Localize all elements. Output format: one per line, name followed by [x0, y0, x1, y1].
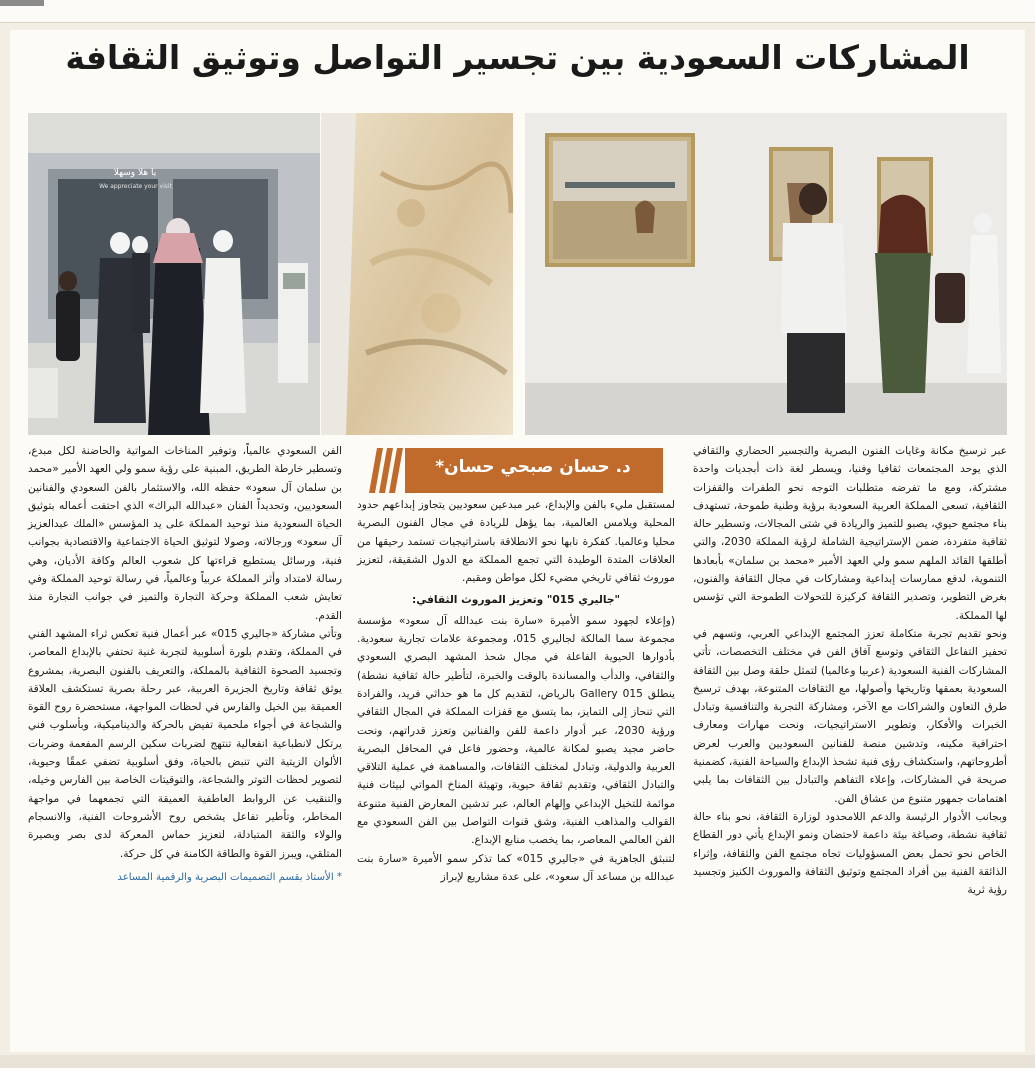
article-headline: المشاركات السعودية بين تجسير التواصل وتوثيق الثقافة: [65, 38, 970, 77]
paragraph: (وإعلاء لجهود سمو الأميرة «سارة بنت عبدالله آل سعود» مؤسسة مجموعة سما المالكة لجاليري 015، ومجموعة علامات تجارية سعودية. بأدوارها الحيوية الفاعلة في مجال شحذ المشهد البصري السعودي والثقافي، والدأب والمساندة بالوقت والخبرة، لتأطير حالة ثقافية نشطة) ينطلق Gallery 015 بالرياض، لتقديم كل ما هو حداثي فريد، والفرادة التي تنحاز إلى التمايز، بما يتسق مع قفزات المملكة في المجال الثقافي ورؤية 2030، عبر أدوار داعمة للفن والفنانين وتعزز قدراتهم، ونحت حاضر مجيد يصبو لمكانة عالمية، وحضور فاعل في المحافل البصرية العربية والدولية، وتبادل لمختلف الثقافات، والمساهمة في عملية التلاقي والتبادل الثقافي، وتقديم ثقافة حيوية، وتهيئة المناخ المواتي لبيئات فنية موائمة للتخيل الإبداعي وإلهام العالم، عبر تدشين المعارض الفنية متنوعة القوالب والمذاهب الفنية، وشق قنوات التواصل بين الفن السعودي مع الفن العالمي المعاصر، بما يخصب منابع الإبداع.: [357, 614, 675, 847]
column-right: [693, 442, 1007, 899]
author-signature: * الأستاذ بقسم التصميمات البصرية والرقمية المساعد: [117, 871, 342, 883]
paragraph: الفن السعودي عالمياً، وتوفير المناخات المواتية والحاضنة لكل مبدع، وتسطير خارطة الطريق، المبنية على رؤية سمو ولي العهد الأمير «محمد بن سلمان آل سعود» حفظه الله، والاستثمار بالفن السعودي والفنانين السعوديين، وتحديداً الفنان «عبدالله البراك» الذي احتفت أعماله بتوثيق الحياة السعودية منذ توحيد المملكة على يد المؤسس «الملك عبدالعزيز آل سعود» ورجالاته، وصولا لتوثيق الحياة الاجتماعية والاقتصادية بجوانب فنية، ورسائل يستطيع قراءتها كل شعوب العالم وكافة الأديان، وهي رسالة لامتداد وأثر المملكة عربياً وعالمياً، في رسالة توحيد المملكة وفي تعايش شعب المملكة وحركة التجارة والتميز في جوانب التجارة منذ القدم.: [28, 445, 342, 622]
painting-closeup-photo: [321, 113, 513, 435]
paragraph: وبجانب الأدوار الرئيسة والدعم اللامحدود لوزارة الثقافة، نحو بناء حالة ثقافية نشطة، وصياغة بيئة داعمة لاحتضان ونمو الإبداع يأتي دور القطاع الخاص نحو تحمل بعض المسؤوليات تجاه مجتمع الفن والثقافة، وإثراء الذائقة الفنية بين أفراد المجتمع وتوثيق الثقافة والموروث الكنيز وتجسيد رؤية ثرية: [693, 810, 1007, 897]
paragraph: لمستقبل مليء بالفن والإبداع، عبر مبدعين سعوديين يتجاوز إبداعهم حدود المحلية ويلامس العالمية، بما يؤهل للريادة في مجال الفنون البصرية محليا وعالميا. كفكرة نابها نحو الانطلاقة باستراتيجيات تستمد رحيقها من العلاقات المتدة الوطيدة التي تجمع المملكة مع الدول الشقيقة، لتعزيز موروث ثقافي تاريخي مضيء لكل مواطن ومقيم.: [357, 499, 675, 585]
column-left: [28, 442, 342, 887]
gallery-visitors-photo: [28, 113, 320, 435]
bottom-strip: [0, 1055, 1035, 1068]
top-toolbar: [0, 0, 1035, 23]
visitors-viewing-photo: [525, 113, 1007, 435]
scroll-thumb[interactable]: [0, 0, 44, 6]
gallery-sign: يا هلا وسهلا: [113, 168, 157, 178]
author-name: د. حسان صبحي حسان*: [435, 457, 631, 477]
newspaper-page: [10, 30, 1025, 1052]
byline-stripes: [367, 448, 407, 493]
paragraph: لتنبثق الجاهزية في «جاليري 015» كما تذكر سمو الأميرة «سارة بنت عبدالله بن مساعد آل سعود»، على عدة مشاريع لإبراز: [357, 852, 675, 883]
author-byline: [367, 448, 663, 493]
gallery-sign-sub: We appreciate your visit: [99, 183, 172, 190]
paragraph: وتأتي مشاركة «جاليري 015» عبر أعمال فنية تعكس ثراء المشهد الفني في المملكة، وتقدم بلورة أسلوبية لتجربة غنية تحتفي بالإبداع المعاصر، وتجسيد الصحوة الثقافية بالمملكة، والتعريف بالفنون البصرية، بمشروع يوثق ثقافة وتاريخ الجزيرة العربية، عبر رحلة بصرية تستكشف العلاقة العميقة بين الخيل والفارس في لحظات المواجهة، مستحضرة روح القوة والشجاعة في أجواء ملحمية تفيض بالحركة والديناميكية، وبأسلوب فني يرتكل لانطباعية انفعالية تنتهج لضربات سكين الرسم المفعمة وضربات الألوان الزيتية التي تنبض بالحياة، وفق أسلوبية تضفي عمقًا وحيوية، لتصوير لحظات التوتر والشجاعة، والتوقيتات الخاصة بين الفارس وخيله، والتنقيب عن الروابط العاطفية العميقة التي تجمعهما في مواجهة المخاطر، وتأطير تفاعل يشخص روح الأشروحات الفنية، والانسجام والولاء والثقة المتبادلة، لتعزيز حماس المعركة لدى بصر وبصيرة المتلقي، ويبرز القوة والطاقة الكامنة في كل حركة.: [28, 627, 342, 860]
column-middle: [357, 496, 675, 886]
subheading: "جاليري 015" وتعزيز الموروث الثقافي:: [412, 594, 620, 607]
paragraph: عبر ترسيخ مكانة وغايات الفنون البصرية والتجسير الحضاري والثقافي الذي يوحد المجتمعات ثقافيا وفنيا، ويسطر لغة ذات أبجديات واحدة مشتركة، ومع ما تفرضه متطلبات التوجه نحو الطفرات والقفزات الثقافية، تسعى المملكة العربية السعودية برؤية وطنية طموحة، تستهدف بناء مجتمع حيوي، يصبو للتميز والريادة في شتى المجالات، وتسطير حالة ثقافية متفردة، ضمن الإستراتيجية الشاملة لرؤية المملكة 2030، والتي أطلقها القائد الملهم سمو ولي العهد الأمير «محمد بن سلمان» بأبعادها التنموية، لدفع ممارسات إبداعية ومشاركات في مجال الثقافة والفنون، بغرض التطوير، وتصدير الثقافة كركيزة للتحولات الطموحة التي تؤسس لها المملكة.: [693, 445, 1008, 622]
paragraph: ونحو تقديم تجربة متكاملة تعزز المجتمع الإبداعي العربي، وتسهم في تحفيز التفاعل الثقافي وتوسع آفاق الفن في مختلف التخصصات، تأتي المشاركات الفنية السعودية (عربيا وعالميا) لتمثل حلقة وصل بين الثقافة السعودية بعمقها وتاريخها وأصولها، مع الثقافات المتنوعة، بهدف ترسيخ طرق التعاون والشراكات مع الآخر، ومشاركة التجربة والتنافسية وتبادل الخبرات والأفكار، وتطوير الاستراتيجيات، ونحت مهارات ومعارف احترافية مكينه، وتدشين منصة للفنانين السعوديين والعرب لعرض أطروحاتهم، واستكشاف رؤى فنية تشحذ الإبداع والسياحة الفنية، كضمنية صريحة في المشاركات، وإعلاء التفاهم والتبادل بين الثقافات بما يلبي اهتمامات جمهور متنوع من عشاق الفن.: [693, 627, 1007, 805]
